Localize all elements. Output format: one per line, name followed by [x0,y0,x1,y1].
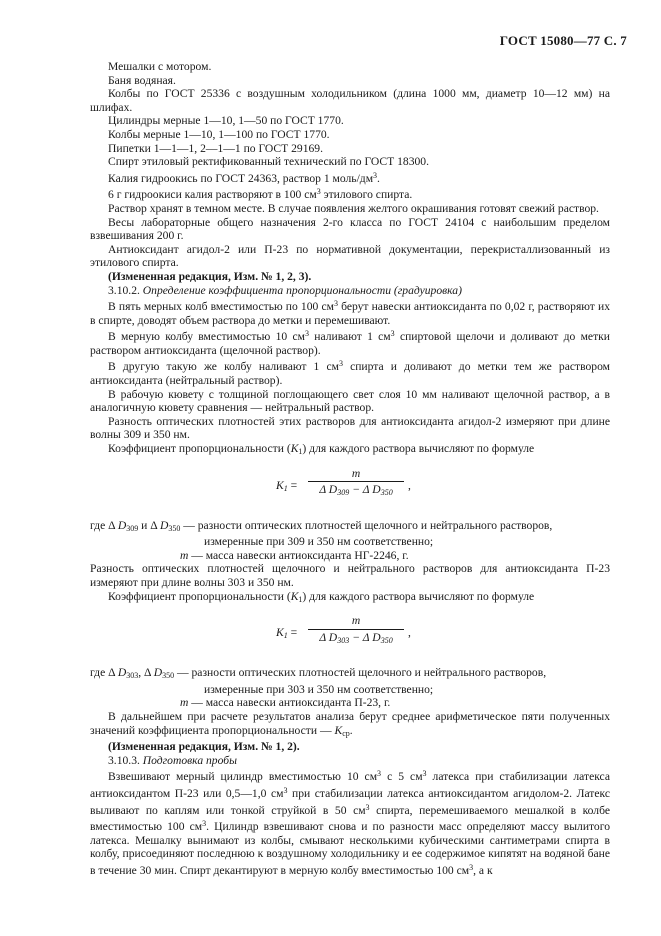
paragraph [90,442,610,459]
superscript: 3 [390,329,395,339]
equipment-item: Колбы мерные 1—10, 1—100 по ГОСТ 1770. [108,127,330,141]
symbol: D [159,518,169,532]
section-title: Определение коэффициента пропорциональности (градуировка) [142,283,462,297]
text-run: − Δ D [349,483,381,497]
formula-fraction [308,467,404,500]
paragraph [90,327,610,357]
text-run: берут навески антиоксиданта по 0,02 г, растворяют их в спирте, доводят объем раствора до метки и перемешивают. [90,300,610,327]
symbol: D [153,666,163,680]
text-run: Коэффициент пропорциональности ( [108,589,291,603]
text-run: Коэффициент пропорциональности ( [108,442,291,456]
paragraph: Разность оптических плотностей щелочного и нейтрального растворов для антиоксиданта П-23 измеряют при длине волны 303 и 350 нм. [90,562,610,589]
text-run: — масса навески антиоксиданта П-23, г. [188,696,391,710]
formula-lhs [276,626,297,643]
text-run: при стабилизации латекса антиоксидантом агидолом-2. Латекс выливают по каплям или тонкой струйкой в 50 см [90,786,610,817]
subscript: 1 [283,483,288,493]
symbol: m [180,696,189,710]
paragraph: Антиоксидант агидол-2 или П-23 по нормативной документации, перекристаллизованный из этилового спирта. [90,242,610,270]
subscript: 303 [126,671,139,681]
formula-2 [90,614,610,656]
symbol: m [180,548,189,562]
text-run: — разности оптических плотностей щелочного и нейтрального растворов, [180,518,553,532]
symbol: D [117,666,127,680]
formula-symbol: K [276,478,284,492]
paragraph: Весы лабораторные общего назначения 2-го класса по ГОСТ 24104 с наибольшим пределом взвешивания 200 г. [90,215,610,243]
text-run: Δ D [319,630,338,644]
symbol: D [117,518,127,532]
paragraph: Раствор хранят в темном месте. В случае появления желтого окрашивания готовят свежий раствор. [108,201,599,215]
where-line: измеренные при 303 и 350 нм соответственно; [204,682,434,696]
superscript: 3 [202,819,207,829]
paragraph [90,710,610,740]
paragraph: Разность оптических плотностей этих растворов для антиоксиданта агидол-2 измеряют при длине волны 309 и 350 нм. [90,414,610,442]
paragraph [90,767,610,877]
superscript: 3 [283,785,288,795]
subscript: 303 [337,635,350,645]
superscript: 3 [373,170,378,180]
text-run: , Δ [138,666,154,680]
formula-comma: , [408,478,411,492]
page-header: ГОСТ 15080—77 С. 7 [499,33,627,48]
denominator [308,481,404,500]
text-run: спирта и доливают до метки тем же раствором антиоксиданта (нейтральный раствор). [90,360,610,388]
subscript: 350 [168,523,181,533]
superscript: 3 [333,299,338,309]
equals-sign: = [287,626,298,640]
symbol: K [290,589,299,603]
text-run: В пять мерных колб вместимостью по 100 см [108,300,334,314]
paragraph [90,357,610,387]
equipment-item: Пипетки 1—1—1, 2—1—1 по ГОСТ 29169. [108,141,324,155]
text-run: В другую такую же колбу наливают 1 см [108,360,339,374]
amendment-note: (Измененная редакция, Изм. № 1, 2). [108,740,300,754]
symbol: K [334,723,343,737]
superscript: 3 [316,187,321,197]
text-run: В дальнейшем при расчете результатов анализа берут среднее арифметическое пяти полученных значений коэффициента пропорциональности — [90,709,610,737]
text-run: , а к [473,863,493,877]
subscript: 350 [162,671,175,681]
text-run: где Δ [90,518,118,532]
text-run: — разности оптических плотностей щелочного и нейтрального растворов, [174,666,547,680]
equipment-item: Колбы по ГОСТ 25336 с воздушным холодильником (длина 1000 мм, диаметр 10—12 мм) на шлифах. [90,87,610,114]
formula-1 [90,467,610,509]
superscript: 3 [422,769,427,779]
text-run: с 5 см [381,770,423,784]
section-title: Подготовка пробы [142,753,237,767]
where-line: измеренные при 309 и 350 нм соответственно; [204,535,434,549]
text-run: Δ D [319,483,338,497]
paragraph [90,590,610,607]
text-run: . [377,171,380,185]
formula-lhs [276,479,297,496]
numerator: m [351,614,361,628]
section-number: 3.10.2. [108,283,143,297]
formula-comma: , [408,626,411,640]
text-run: ) для каждого раствора вычисляют по формуле [302,589,535,603]
text-run: − Δ D [349,630,381,644]
equipment-item: Цилиндры мерные 1—10, 1—50 по ГОСТ 1770. [108,114,344,128]
denominator [308,629,404,648]
where-line [90,519,610,536]
text-run: спирта, перемешиваемого мешалкой в колбе вместимостью 100 см [90,803,610,834]
text-run: В мерную колбу вместимостью 10 см [108,330,305,344]
text-run: 6 г гидроокиси калия растворяют в 100 см [108,188,317,202]
subscript: 1 [298,447,303,457]
section-number: 3.10.3. [108,753,143,767]
where-line [90,666,610,683]
where-block-1 [90,519,610,563]
equipment-item: Баня водяная. [108,73,176,87]
section-heading [90,284,610,298]
where-block-2 [90,666,610,710]
text-run: спиртовой щелочи и доливают до метки раствором антиоксиданта (щелочной раствор). [90,330,610,357]
numerator: m [351,466,361,480]
subscript: 309 [337,488,350,498]
paragraph [90,297,610,327]
formula-fraction [308,614,404,647]
text-run: этилового спирта. [320,188,413,202]
paragraph: В рабочую кювету с толщиной поглощающего свет слоя 10 мм наливают щелочной раствор, а в аналогичную кювету сравнения — нейтральный раствор. [90,387,610,415]
text-run: ) для каждого раствора вычисляют по формуле [302,442,535,456]
where-line [90,696,610,710]
equipment-item: Мешалки с мотором. [108,60,212,73]
section-heading [90,754,610,768]
subscript: 350 [380,635,393,645]
formula-symbol: K [276,626,284,640]
equipment-item: Спирт этиловый ректификованный технический по ГОСТ 18300. [108,155,430,169]
superscript: 3 [377,769,382,779]
paragraph [90,185,610,202]
document-body [90,60,610,878]
superscript: 3 [305,329,309,339]
subscript: ср [342,728,350,738]
text-run: . Цилиндр взвешивают снова и по разности масс определяют массу вылитого латекса. Мешалку вынимают из колбы, смывают несколькими кубическими сантиметрами спирта в колбу, присоединяют последнюю к воздушному холодильнику и ее содержимое кипятят на водяной бане в течение 30 мин. Спирт декантируют в мерную колбу вместимостью 100 см [90,820,610,877]
subscript: 350 [380,488,393,498]
subscript: 1 [283,631,288,641]
equals-sign: = [287,478,298,492]
text-run: наливают 1 см [309,330,391,344]
text-run: латекса при стабилизации латекса антиоксидантом П-23 или 0,5—1,0 см [90,770,610,800]
superscript: 3 [338,359,343,369]
superscript: 3 [469,862,474,872]
text-run: Взвешивают мерный цилиндр вместимостью 10 см [108,770,378,784]
symbol: K [290,442,299,456]
text-run: Калия гидроокись по ГОСТ 24363, раствор 1 моль/дм [108,171,374,185]
superscript: 3 [365,802,370,812]
text-run: где Δ [90,666,118,680]
subscript: 309 [126,523,139,533]
amendment-note: (Измененная редакция, Изм. № 1, 2, 3). [108,269,312,283]
subscript: 1 [298,594,303,604]
where-line [90,549,610,563]
text-run: . [349,723,353,737]
text-run: и Δ [138,518,160,532]
text-run: — масса навески антиоксиданта НГ-2246, г. [188,548,409,562]
equipment-item [90,169,610,186]
